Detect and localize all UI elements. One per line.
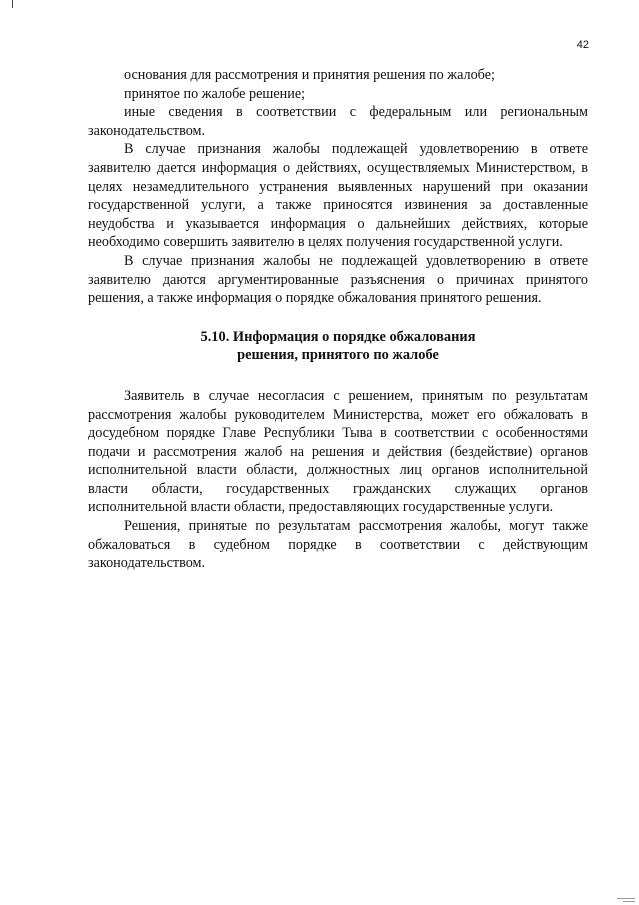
paragraph-complaint-rejected: В случае признания жалобы не подлежащей удовлетворению в ответе заявителю даются аргументированные разъяснения о причинах принятого решения, а также информация о порядке обжалования принятого решения.	[88, 252, 588, 307]
paragraph-appeal-pretrial: Заявитель в случае несогласия с решением, принятым по результатам рассмотрения жалобы руководителем Министерства, может его обжаловать в досудебном порядке Главе Республики Тыва в соответствии с особенностями подачи и рассмотрения жалоб на решения и действия (бездействие) органов исполнительной власти области, должностных лиц органов исполнительной власти области, государственных гражданских служащих органов исполнительной власти области, предоставляющих государственные услуги.	[88, 387, 588, 516]
paragraph-decision: принятое по жалобе решение;	[124, 85, 306, 102]
section-heading-line-1: 5.10. Информация о порядке обжалования	[200, 328, 476, 345]
paragraph-complaint-satisfied: В случае признания жалобы подлежащей удовлетворению в ответе заявителю дается информация о действиях, осуществляемых Министерством, в целях незамедлительного устранения выявленных нарушений при оказании государственной услуги, а также приносятся извинения за доставленные неудобства и указывается информация о дальнейших действиях, которые необходимо совершить заявителю в целях получения государственной услуги.	[88, 141, 588, 251]
paragraph-other-info: иные сведения в соответствии с федеральным или региональным законодательством.	[88, 104, 588, 139]
section-heading-line-2: решения, принятого по жалобе	[237, 347, 439, 364]
scan-edge-mark	[623, 901, 635, 902]
page-number: 42	[576, 39, 589, 51]
scan-corner-mark	[12, 0, 13, 8]
paragraph-grounds: основания для рассмотрения и принятия решения по жалобе;	[124, 67, 495, 83]
section-heading	[88, 328, 588, 365]
scan-edge-mark	[617, 898, 635, 899]
paragraph-appeal-court: Решения, принятые по результатам рассмотрения жалобы, могут также обжаловаться в судебном порядке в соответствии с действующим законодательством.	[88, 518, 588, 572]
document-body	[88, 66, 588, 573]
